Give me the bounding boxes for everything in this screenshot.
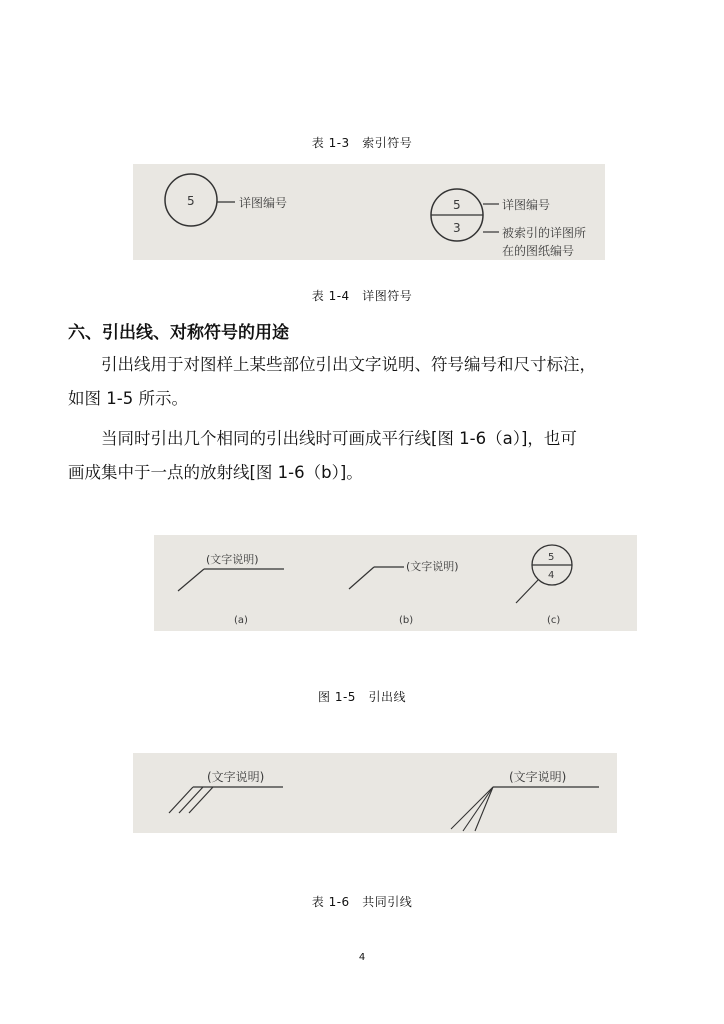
detail-left-number: 5 <box>187 194 195 208</box>
section-heading: 六、引出线、对称符号的用途 <box>68 323 289 343</box>
paragraph-1-line-2: 如图 1-5 所示。 <box>68 389 188 408</box>
common-leader-image <box>133 753 617 833</box>
leader-circle-top: 5 <box>548 552 555 563</box>
leader-circle-bottom: 4 <box>548 570 555 581</box>
detail-left-label: 详图编号 <box>239 196 288 210</box>
detail-right-label-1: 详图编号 <box>502 198 551 212</box>
leader-label-b: (b) <box>399 615 414 626</box>
detail-symbol-image <box>133 164 605 260</box>
paragraph-1-line-1: 引出线用于对图样上某些部位引出文字说明、符号编号和尺寸标注， <box>101 355 596 374</box>
caption-figure-1-5: 图 1-5 引出线 <box>318 690 406 704</box>
caption-table-1-6: 表 1-6 共同引线 <box>311 895 413 909</box>
paragraph-2-line-1: 当同时引出几个相同的引出线时可画成平行线[图 1-6（a）]，也可 <box>101 429 577 448</box>
caption-table-1-3: 表 1-3 索引符号 <box>311 136 413 150</box>
leader-label-a: (a) <box>234 615 248 626</box>
detail-right-label-2a: 被索引的详图所 <box>502 226 587 240</box>
caption-table-1-4: 表 1-4 详图符号 <box>311 289 413 303</box>
detail-right-label-2b: 在的图纸编号 <box>502 244 575 258</box>
common-leader-text-left: (文字说明) <box>207 770 265 784</box>
detail-right-top-number: 5 <box>453 198 461 212</box>
leader-text-a: (文字说明) <box>206 553 259 566</box>
paragraph-2-line-2: 画成集中于一点的放射线[图 1-6（b）]。 <box>68 463 363 482</box>
leader-label-c: (c) <box>547 615 561 626</box>
leader-text-b: (文字说明) <box>406 560 459 573</box>
leader-line-image <box>154 535 637 631</box>
common-leader-text-right: (文字说明) <box>509 770 567 784</box>
detail-right-bottom-number: 3 <box>453 221 461 235</box>
page-number: 4 <box>358 952 366 963</box>
